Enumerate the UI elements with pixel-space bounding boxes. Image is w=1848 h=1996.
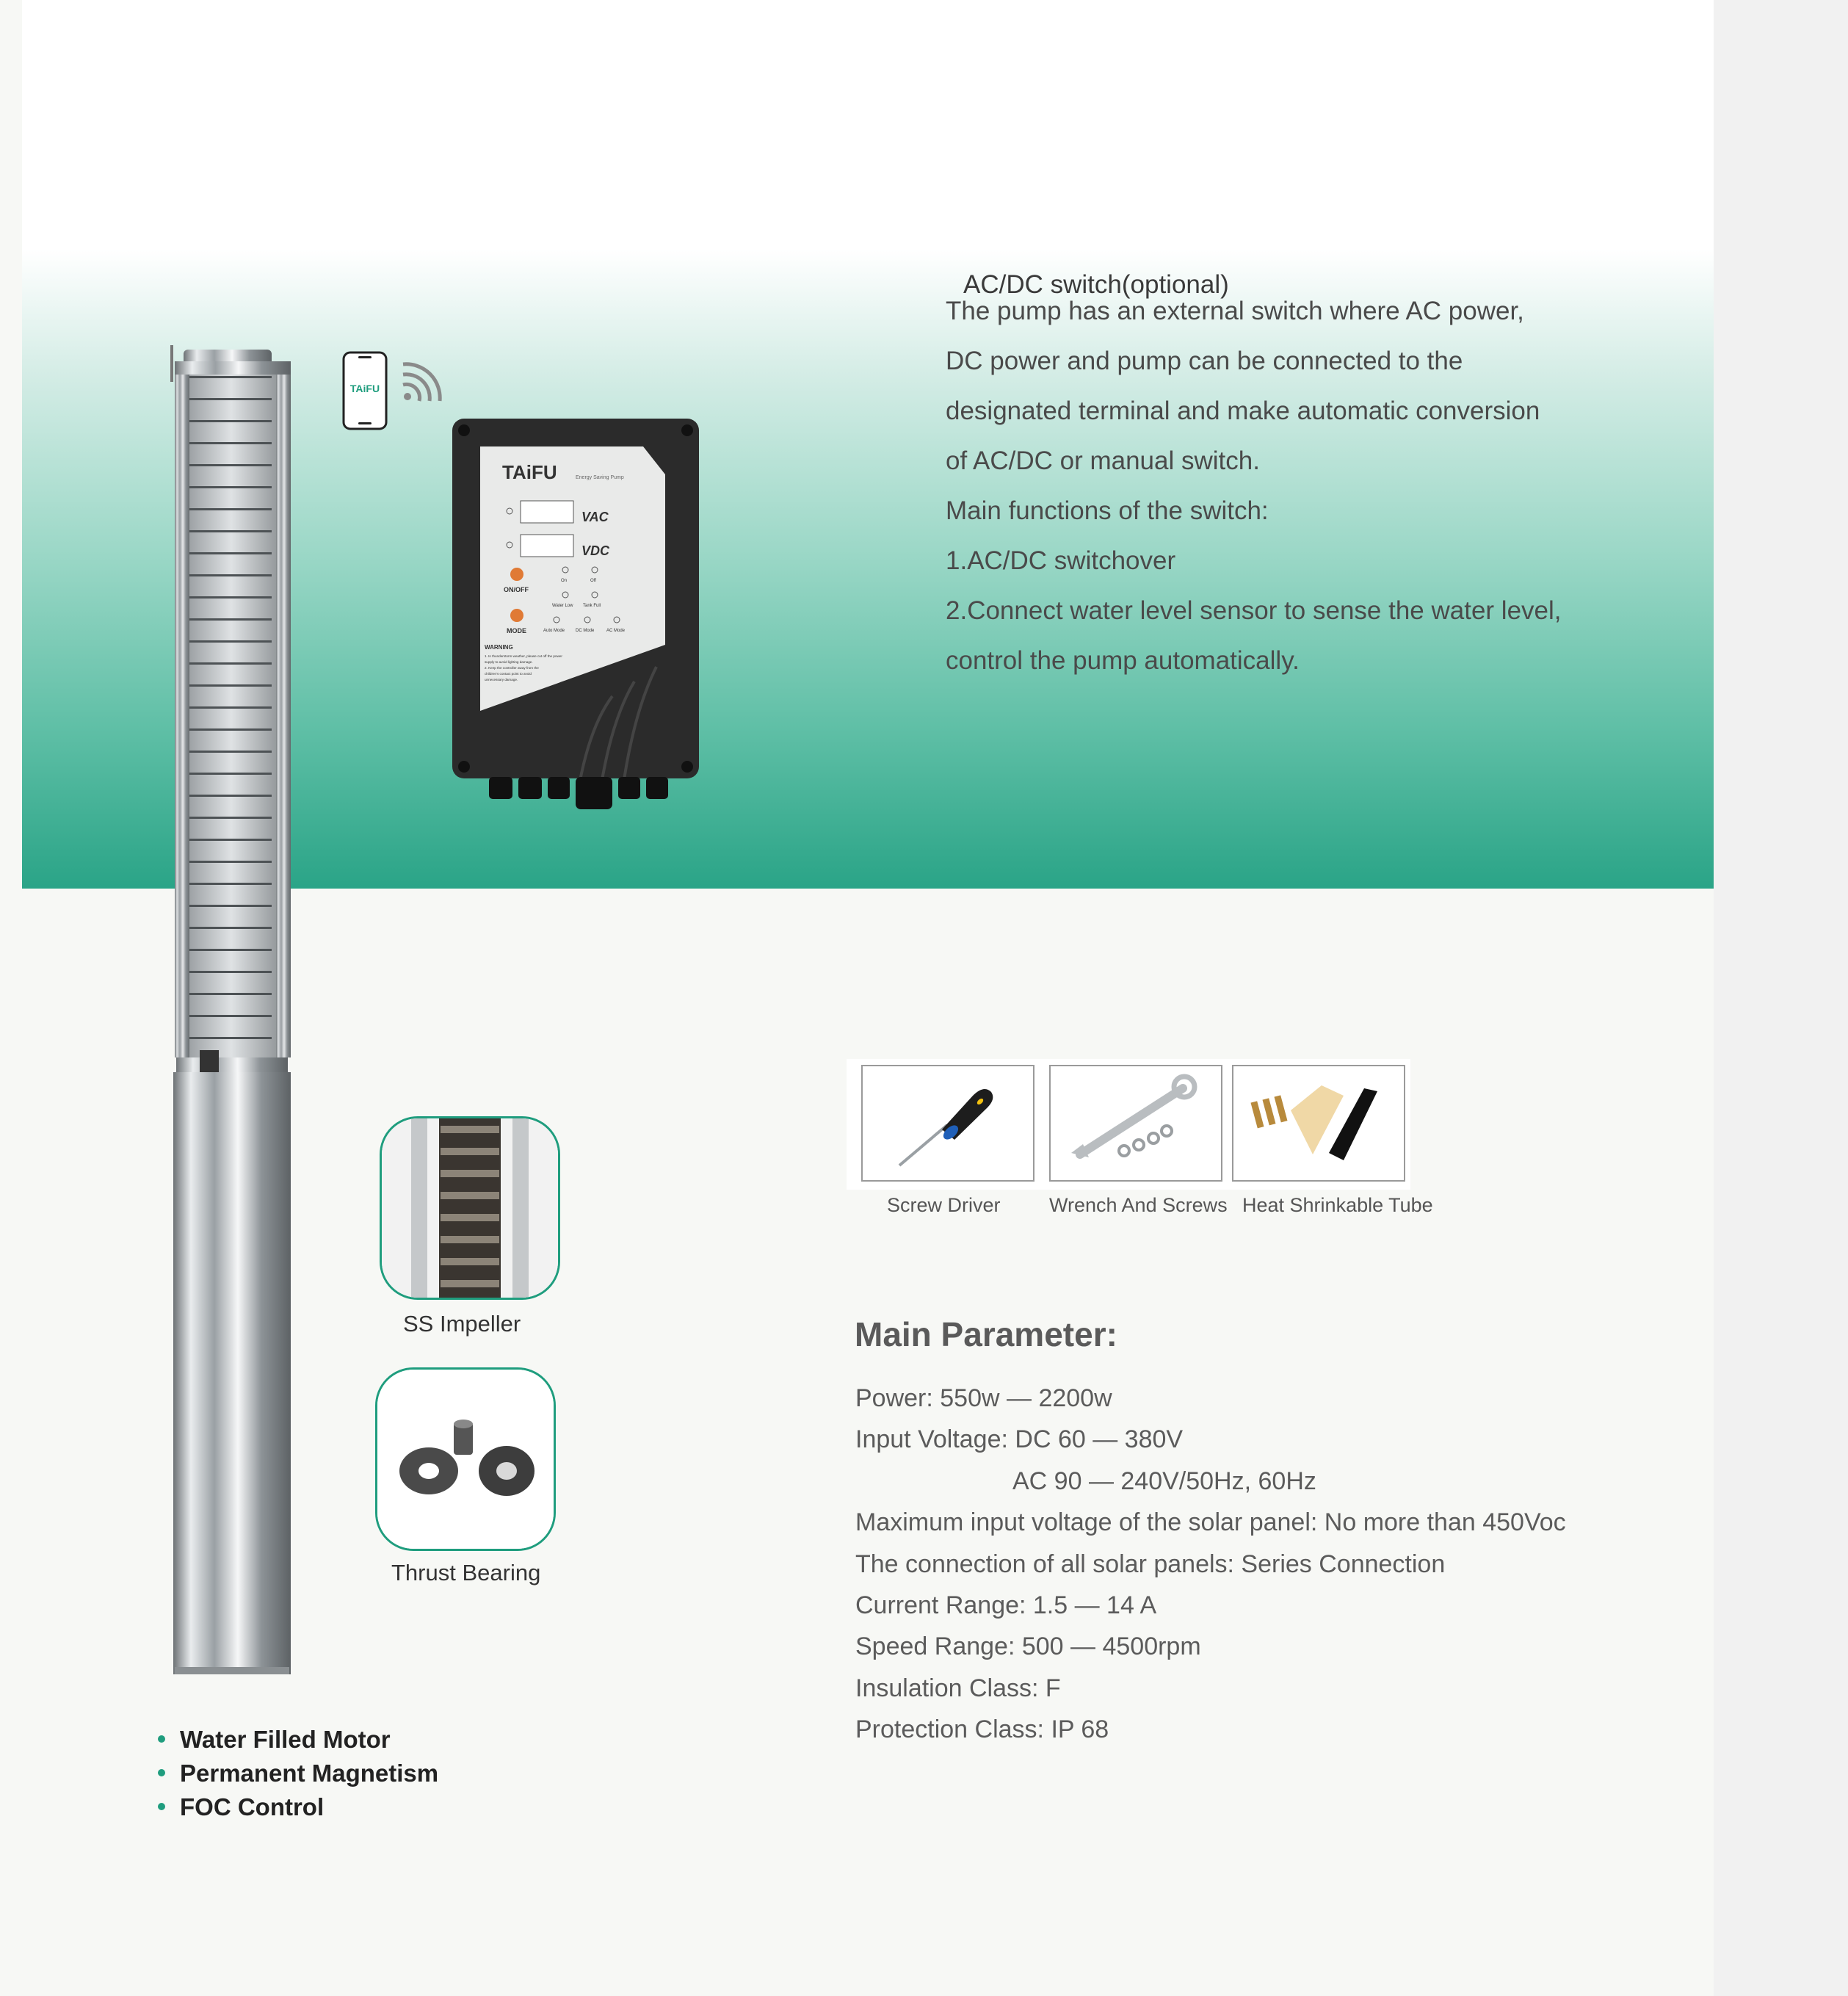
controller-off-label: Off [590, 579, 596, 583]
screwdriver-icon [863, 1066, 1033, 1180]
controller-warning-line: unnecessary damage. [485, 678, 518, 681]
parameters-title: Main Parameter: [855, 1315, 1117, 1353]
controller-ac-mode-label: AC Mode [606, 629, 626, 633]
switch-line: 1.AC/DC switchover [946, 546, 1176, 575]
thrust-bearing-label: Thrust Bearing [391, 1560, 541, 1585]
controller-vdc-label: VDC [581, 543, 610, 558]
controller-auto-mode-label: Auto Mode [543, 629, 565, 633]
parameter-line: Input Voltage: DC 60 — 380V [855, 1425, 1184, 1454]
thrust-bearing-image [375, 1367, 556, 1551]
controller-mode-label: MODE [507, 627, 526, 634]
parameter-line: Maximum input voltage of the solar panel: No more than 450Voc [855, 1508, 1566, 1537]
controller-dc-mode-label: DC Mode [576, 629, 595, 633]
feature-label: Water Filled Motor [180, 1726, 391, 1753]
parameter-line: AC 90 — 240V/50Hz, 60Hz [1012, 1467, 1316, 1495]
feature-item [158, 1723, 438, 1757]
features-list [158, 1723, 438, 1824]
switch-line: control the pump automatically. [946, 646, 1300, 675]
tool-label: Heat Shrinkable Tube [1242, 1194, 1433, 1216]
controller-brand: TAiFU [502, 461, 557, 483]
switch-line: The pump has an external switch where AC power, [946, 297, 1524, 325]
controller-warning-line: supply to avoid lighting damage. [485, 660, 533, 664]
parameter-line: Protection Class: IP 68 [855, 1715, 1109, 1744]
parameter-line: Insulation Class: F [855, 1674, 1061, 1702]
feature-label: FOC Control [180, 1793, 325, 1820]
controller-warning-line: 1. In thunderstorm weather, please cut off the power [485, 654, 562, 658]
controller-warning-title: WARNING [485, 644, 513, 651]
switch-line: of AC/DC or manual switch. [946, 446, 1260, 475]
parameter-line: Current Range: 1.5 — 14 A [855, 1591, 1157, 1619]
feature-item [158, 1790, 438, 1824]
heat-shrink-tube-icon [1233, 1066, 1404, 1180]
controller-vac-label: VAC [581, 510, 609, 524]
parameter-line: Power: 550w — 2200w [855, 1384, 1112, 1412]
mode-button-icon [510, 609, 523, 622]
wifi-icon [400, 358, 446, 404]
phone-icon [342, 351, 388, 430]
switch-line: 2.Connect water level sensor to sense the water level, [946, 596, 1562, 625]
feature-label: Permanent Magnetism [180, 1760, 439, 1787]
switch-section-title: AC/DC switch(optional) [963, 270, 1229, 299]
ss-impeller-image [380, 1116, 560, 1300]
controller-tagline: Energy Saving Pump [576, 475, 624, 480]
ac-dc-controller-image [451, 417, 702, 811]
controller-water-low-label: Water Low [552, 604, 573, 608]
top-blank-area [22, 0, 1714, 250]
tool-image-box [1232, 1065, 1405, 1182]
tool-label: Wrench And Screws [1049, 1194, 1228, 1216]
controller-warning-line: children's contact point to avoid [485, 672, 532, 676]
parameters-list [855, 1378, 1566, 1751]
switch-section-body [946, 291, 1680, 690]
feature-item [158, 1757, 438, 1790]
switch-line: Main functions of the switch: [946, 496, 1269, 525]
switch-line: DC power and pump can be connected to the [946, 347, 1463, 375]
switch-line: designated terminal and make automatic conversion [946, 397, 1540, 425]
controller-tank-full-label: Tank Full [583, 604, 601, 608]
tool-image-box [861, 1065, 1034, 1182]
phone-brand: TAiFU [349, 383, 380, 394]
right-margin-strip [1714, 0, 1848, 1996]
parameter-line: Speed Range: 500 — 4500rpm [855, 1632, 1201, 1661]
tool-label: Screw Driver [887, 1194, 1001, 1216]
controller-onoff-label: ON/OFF [504, 586, 529, 593]
bullet-icon [158, 1803, 165, 1810]
tool-image-box [1049, 1065, 1222, 1182]
bullet-icon [158, 1769, 165, 1776]
bullet-icon [158, 1735, 165, 1743]
controller-on-label: On [561, 579, 568, 583]
parameter-line: The connection of all solar panels: Series Connection [855, 1550, 1446, 1578]
power-button-icon [510, 568, 523, 581]
controller-warning-line: 2. Keep the controller away from the [485, 666, 539, 670]
ss-impeller-label: SS Impeller [403, 1311, 521, 1337]
submersible-pump-image [169, 345, 294, 1674]
wrench-icon [1051, 1066, 1221, 1180]
